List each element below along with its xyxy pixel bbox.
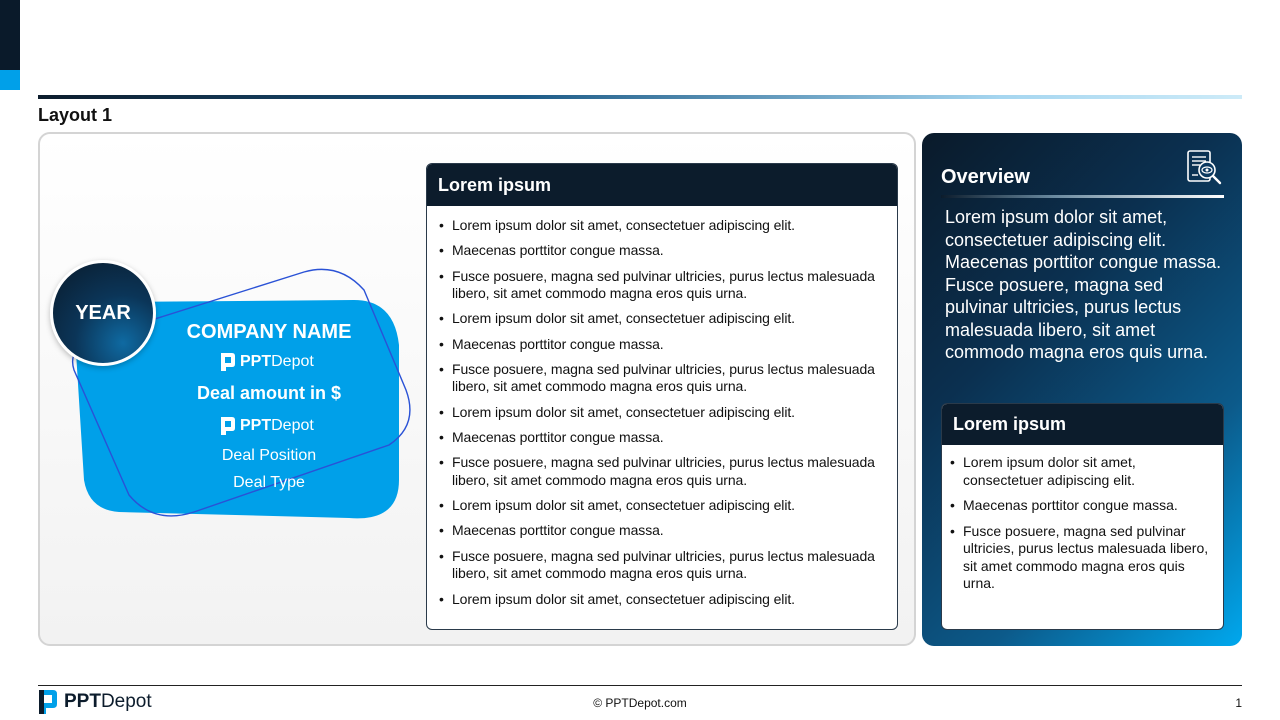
list-item: • Maecenas porttitor congue massa. (950, 497, 1213, 515)
logo-text-ppt: PPT (64, 691, 101, 712)
logo-text-ppt: PPT (240, 353, 272, 370)
page-number: 1 (1235, 696, 1242, 710)
logo-text-ppt: PPT (240, 417, 272, 434)
copyright-text: © PPTDepot.com (593, 696, 687, 710)
list-item: • Fusce posuere, magna sed pulvinar ultricies, purus lectus malesuada libero, sit amet commodo magna eros quis urna. (439, 268, 887, 303)
year-label: YEAR (75, 301, 131, 324)
list-item: • Lorem ipsum dolor sit amet, consectetuer adipiscing elit. (439, 404, 887, 422)
pptdepot-logo (220, 352, 314, 372)
list-item: • Maecenas porttitor congue massa. (439, 242, 887, 260)
list-item: • Lorem ipsum dolor sit amet, consectetuer adipiscing elit. (439, 497, 887, 515)
pptdepot-logo (220, 416, 314, 436)
list-item: • Maecenas porttitor congue massa. (439, 522, 887, 540)
main-content-card (426, 163, 898, 630)
deal-position: Deal Position (221, 447, 317, 464)
overview-title: Overview (941, 166, 1030, 188)
list-item: • Lorem ipsum dolor sit amet, consectetuer adipiscing elit. (439, 591, 887, 609)
logo-text-depot: Depot (271, 353, 314, 370)
list-item: • Lorem ipsum dolor sit amet, consectetuer adipiscing elit. (950, 454, 1213, 489)
card-header (942, 404, 1223, 445)
deal-amount: Deal amount in $ (196, 383, 342, 403)
title-underline (38, 95, 1242, 99)
card-title: Lorem ipsum (438, 174, 552, 195)
list-item: • Fusce posuere, magna sed pulvinar ultricies, purus lectus malesuada libero, sit amet commodo magna eros quis urna. (439, 361, 887, 396)
list-item: • Lorem ipsum dolor sit amet, consectetuer adipiscing elit. (439, 310, 887, 328)
deal-type: Deal Type (233, 474, 305, 491)
list-item: • Maecenas porttitor congue massa. (439, 336, 887, 354)
logo-text-depot: Depot (271, 417, 314, 434)
bullet-list (427, 206, 897, 608)
overview-body: Lorem ipsum dolor sit amet, consectetuer adipiscing elit. Maecenas porttitor congue massa. Fusce posuere, magna sed pulvinar ultricies, purus lectus malesuada libero, sit amet commodo magna eros quis urna. (945, 207, 1222, 362)
list-item: • Maecenas porttitor congue massa. (439, 429, 887, 447)
list-item: • Fusce posuere, magna sed pulvinar ultricies, purus lectus malesuada libero, sit amet commodo magna eros quis urna. (439, 548, 887, 583)
corner-accent-bar (0, 0, 20, 90)
pptdepot-mark-icon (220, 416, 236, 436)
document-search-icon (1184, 149, 1224, 187)
card-title: Lorem ipsum (953, 414, 1067, 434)
list-item: • Fusce posuere, magna sed pulvinar ultricies, purus lectus malesuada libero, sit amet commodo magna eros quis urna. (439, 454, 887, 489)
pptdepot-mark-icon (220, 352, 236, 372)
list-item: • Fusce posuere, magna sed pulvinar ultricies, purus lectus malesuada libero, sit amet commodo magna eros quis urna. (950, 523, 1213, 593)
section-title: Layout 1 (38, 105, 113, 125)
footer-logo (38, 689, 152, 715)
company-name: COMPANY NAME (186, 321, 352, 343)
year-badge (50, 260, 156, 366)
card-header (427, 164, 897, 206)
side-content-card (941, 403, 1224, 630)
overview-divider (941, 195, 1224, 198)
list-item: • Lorem ipsum dolor sit amet, consectetuer adipiscing elit. (439, 217, 887, 235)
pptdepot-mark-icon (38, 689, 58, 715)
footer-divider (38, 685, 1242, 686)
logo-text-depot: Depot (100, 691, 152, 712)
bullet-list (942, 445, 1223, 593)
